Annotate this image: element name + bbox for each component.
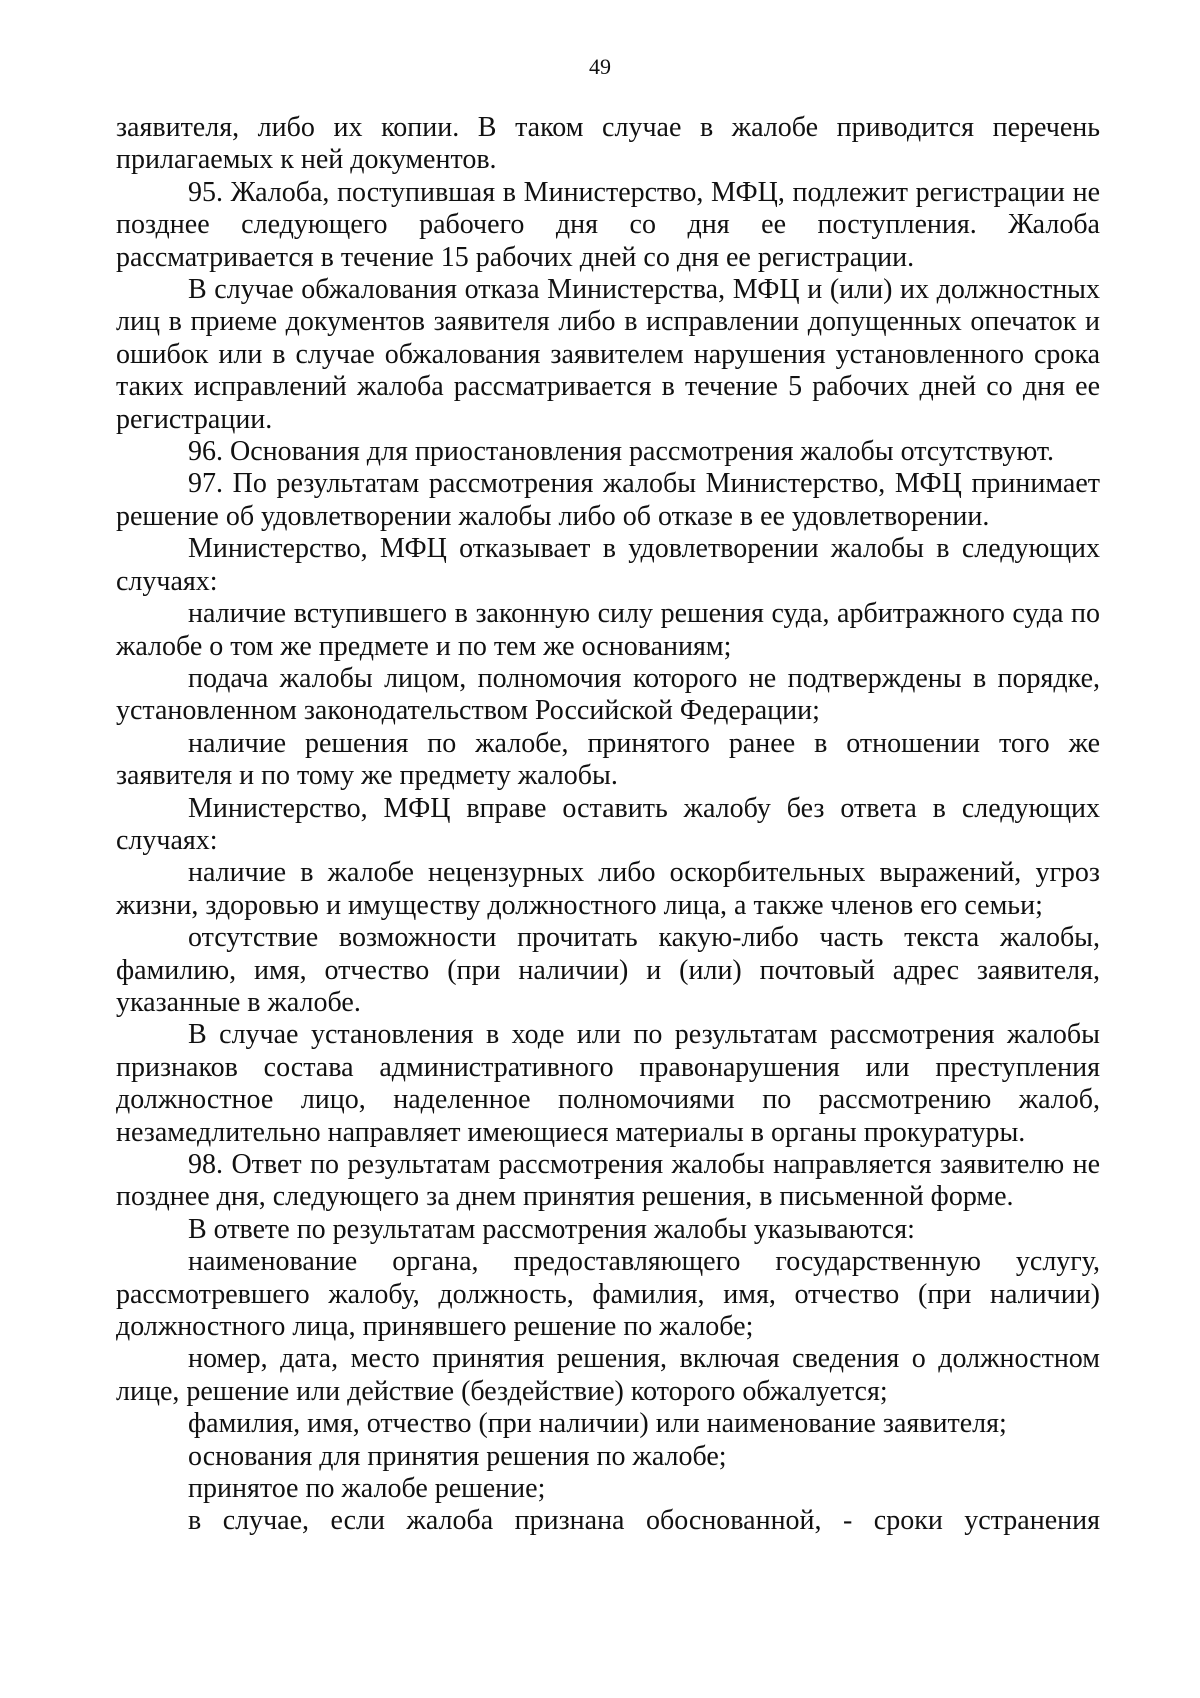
paragraph-offense-signs: В случае установления в ходе или по результатам рассмотрения жалобы признаков состава административного правонарушения или преступления должностное лицо, наделенное полномочиями по рассмотрению жалоб, незамедлительно направляет имеющиеся материалы в органы прокуратуры. [116,1019,1100,1148]
list-item-remedy-terms: в случае, если жалоба признана обоснованной, - сроки устранения [188,1505,1100,1537]
list-item-prior-decision: наличие решения по жалобе, принятого ранее в отношении того же заявителя и по тому же предмету жалобы. [116,727,1100,792]
paragraph-attachments-continuation: заявителя, либо их копии. В таком случае в жалобе приводится перечень прилагаемых к ней документов. [116,112,1100,176]
list-item-decision-taken: принятое по жалобе решение; [188,1473,546,1505]
paragraph-95-registration: 95. Жалоба, поступившая в Министерство, МФЦ, подлежит регистрации не позднее следующего рабочего дня со дня ее поступления. Жалоба рассматривается в течение 15 рабочих дней со дня ее регистрации. [116,176,1100,273]
list-item-unauthorized-person: подача жалобы лицом, полномочия которого не подтверждены в порядке, установленном законодательством Российской Федерации; [116,662,1100,727]
paragraph-no-answer-intro: Министерство, МФЦ вправе оставить жалобу без ответа в следующих случаях: [116,792,1100,856]
list-item-decision-number-date: номер, дата, место принятия решения, включая сведения о должностном лице, решение или действие (бездействие) которого обжалуется; [116,1343,1100,1407]
paragraph-answer-contents-intro: В ответе по результатам рассмотрения жалобы указываются: [188,1213,915,1245]
list-item-unreadable-text: отсутствие возможности прочитать какую-либо часть текста жалобы, фамилию, имя, отчество (при наличии) и (или) почтовый адрес заявителя, указанные в жалобе. [116,922,1100,1018]
list-item-decision-grounds: основания для принятия решения по жалобе; [188,1440,727,1472]
page-number: 49 [589,54,611,79]
paragraph-refusal-appeal-term: В случае обжалования отказа Министерства, МФЦ и (или) их должностных лиц в приеме документов заявителя либо в исправлении допущенных опечаток и ошибок или в случае обжалования заявителем нарушения установленного срока таких исправлений жалоба рассматривается в течение 5 рабочих дней со дня ее регистрации. [116,274,1100,435]
paragraph-98-answer-deadline: 98. Ответ по результатам рассмотрения жалобы направляется заявителю не позднее дня, следующего за днем принятия решения, в письменной форме. [116,1149,1100,1213]
list-item-applicant-name: фамилия, имя, отчество (при наличии) или наименование заявителя; [188,1408,1007,1440]
list-item-authority-name: наименование органа, предоставляющего государственную услугу, рассмотревшего жалобу, должность, фамилия, имя, отчество (при наличии) должностного лица, принявшего решение по жалобе; [116,1246,1100,1343]
list-item-court-decision: наличие вступившего в законную силу решения суда, арбитражного суда по жалобе о том же предмете и по тем же основаниям; [116,598,1100,662]
paragraph-refusal-cases-intro: Министерство, МФЦ отказывает в удовлетворении жалобы в следующих случаях: [116,533,1100,597]
paragraph-97-decision: 97. По результатам рассмотрения жалобы Министерство, МФЦ принимает решение об удовлетворении жалобы либо об отказе в ее удовлетворении. [116,468,1100,532]
document-body [116,112,1100,1538]
paragraph-96-suspension: 96. Основания для приостановления рассмотрения жалобы отсутствуют. [188,436,1055,468]
list-item-obscene-language: наличие в жалобе нецензурных либо оскорбительных выражений, угроз жизни, здоровью и имуществу должностного лица, а также членов его семьи; [116,857,1100,921]
